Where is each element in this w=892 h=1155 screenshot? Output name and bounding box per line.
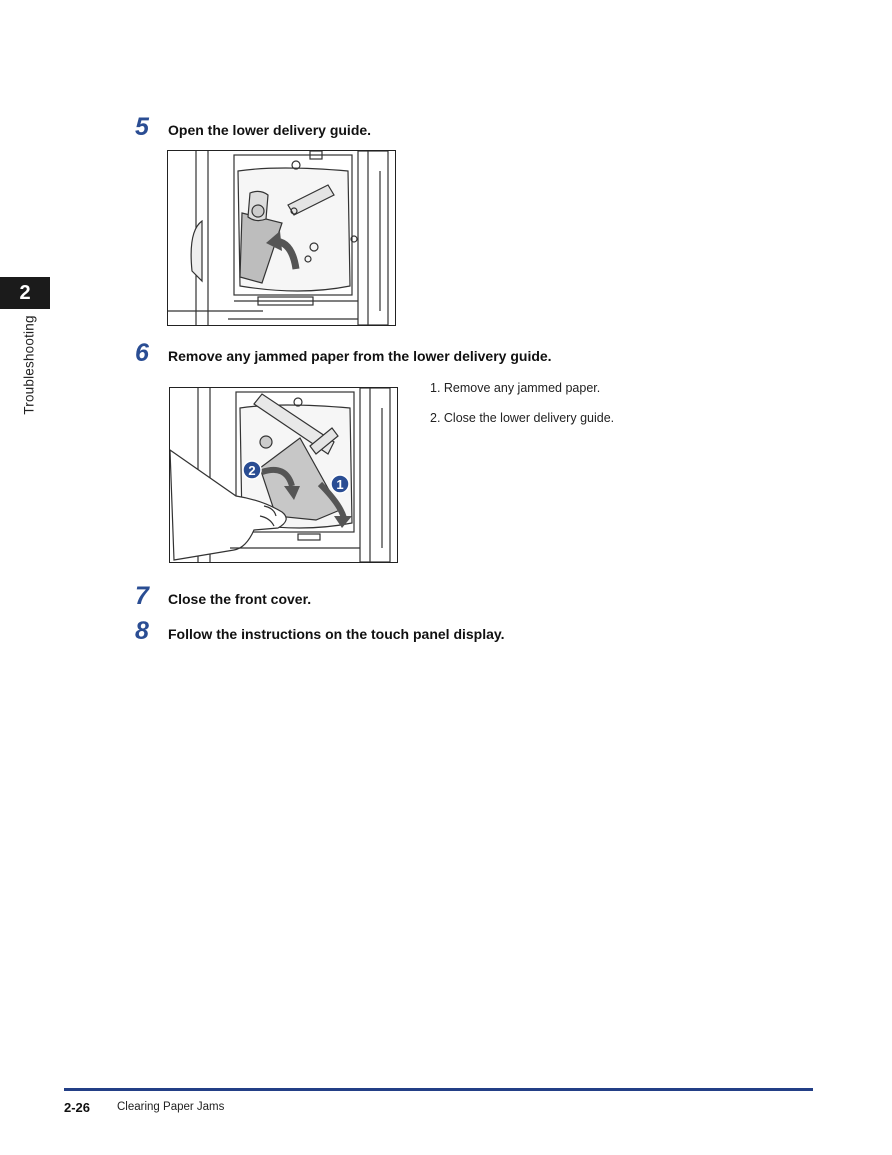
step-7-text: Close the front cover. <box>168 591 312 607</box>
chapter-tab: 2 <box>0 277 50 309</box>
footer-rule <box>64 1088 813 1091</box>
callout-2: 2 <box>248 463 256 478</box>
step-7-number: 7 <box>135 582 149 610</box>
step-6-number: 6 <box>135 339 149 367</box>
figure-remove-jammed-paper <box>169 387 398 563</box>
step-5-number: 5 <box>135 113 149 141</box>
substep-1: 1. Remove any jammed paper. <box>430 381 601 395</box>
callout-1: 1 <box>336 477 344 492</box>
step-5-text: Open the lower delivery guide. <box>168 122 372 138</box>
figure-open-delivery-guide <box>167 150 396 326</box>
step-8-text: Follow the instructions on the touch panel display. <box>168 626 505 642</box>
footer-section-title: Clearing Paper Jams <box>117 1101 225 1113</box>
step-6-text: Remove any jammed paper from the lower delivery guide. <box>168 348 552 364</box>
footer-page-number: 2-26 <box>64 1100 91 1115</box>
substep-2: 2. Close the lower delivery guide. <box>430 411 615 425</box>
step-8-number: 8 <box>135 617 149 645</box>
chapter-label: Troubleshooting <box>21 315 37 415</box>
